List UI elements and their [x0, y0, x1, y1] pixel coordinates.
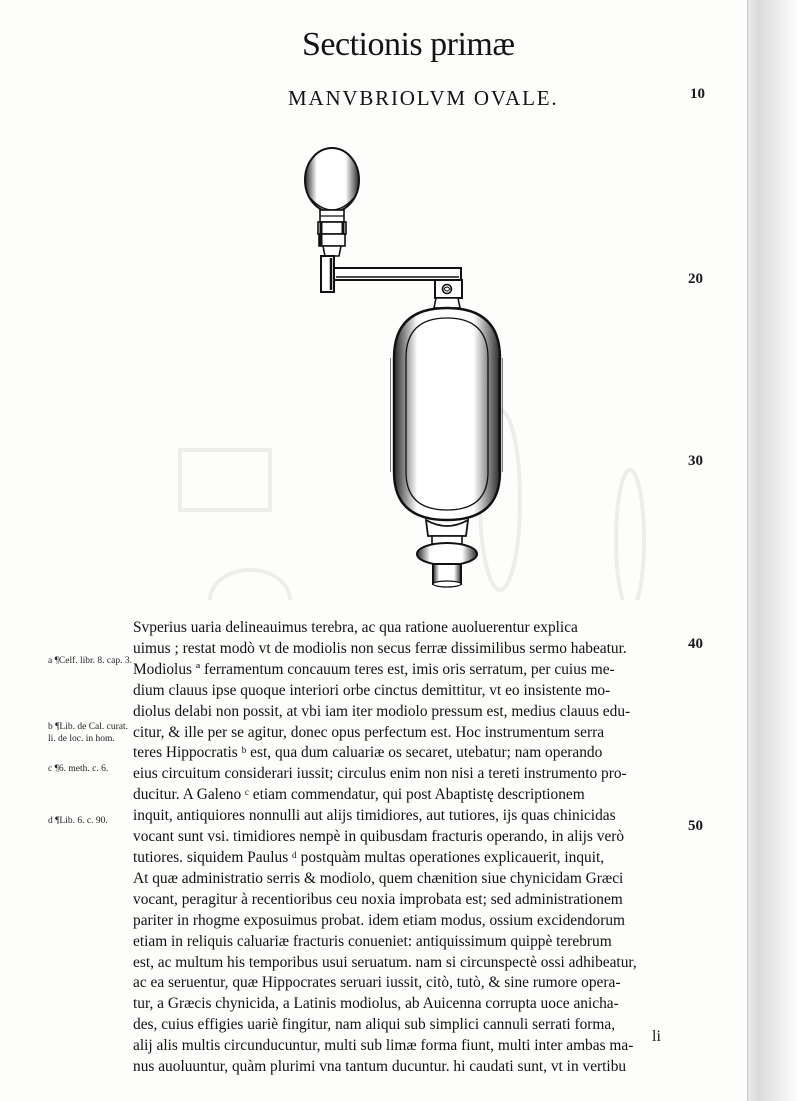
- running-head: Sectionis primæ: [302, 26, 515, 63]
- line-number-40: 40: [688, 636, 703, 652]
- body-line: dium clauus ipse quoque interiori orbe cinctus demittitur, vt eo insistente mo-: [133, 681, 611, 699]
- margin-note-text: ¶Lib. de Cal. curat. li. de loc. in hom.: [48, 722, 129, 744]
- margin-note-mark: b: [48, 722, 53, 732]
- book-spine-edge: [747, 0, 800, 1101]
- body-line: vocant, peragitur à recentioribus ceu noxia improbata est; sed administrationem: [133, 890, 623, 908]
- body-line: At quæ administratio serris & modiolo, quem chænition siue chynicidam Græci: [133, 869, 624, 887]
- oval-body: [394, 308, 500, 520]
- margin-note-mark: a: [48, 656, 53, 666]
- bottom-fittings: [417, 520, 477, 587]
- margin-note-mark: c: [48, 764, 53, 774]
- line-number-10: 10: [690, 86, 705, 102]
- trephine-handle-illustration: [290, 140, 520, 590]
- crank-arm: [321, 256, 462, 298]
- margin-note-mark: d: [48, 816, 53, 826]
- margin-note-c: [48, 764, 132, 776]
- body-line: tur, a Græcis chynicida, a Latinis modiolus, ab Auicenna corrupta uoce anicha-: [133, 995, 619, 1013]
- line-number-30: 30: [688, 453, 703, 469]
- body-text: [133, 618, 685, 1078]
- margin-note-text: ¶Celf. libr. 8. cap. 3.: [54, 656, 132, 666]
- body-line: citur, & ille per se agitur, donec opus perfectum est. Hoc instrumentum serra: [133, 723, 605, 741]
- body-line: Svperius uaria delineauimus terebra, ac qua ratione auoluerentur explica: [133, 619, 578, 636]
- line-number-50: 50: [688, 818, 703, 834]
- body-line: inquit, antiquiores nonnulli aut alijs timidiores, aut tutiores, ijs quas chinicidas: [133, 807, 616, 825]
- margin-note-text: ¶6. meth. c. 6.: [54, 764, 109, 774]
- handle-knob: [305, 148, 359, 256]
- body-line: pariter in rhogme exposuimus probat. idem etiam modus, ossium excidendorum: [133, 911, 625, 929]
- margin-note-b: [48, 722, 132, 745]
- plate-caption: MANVBRIOLVM OVALE.: [288, 86, 559, 110]
- body-line: est, ac multum his temporibus usui seruatum. nam si circunspectè ossi adhibeatur,: [133, 953, 637, 971]
- body-line: Modiolus ª ferramentum concauum teres est, imis oris serratum, per cuius me-: [133, 660, 615, 678]
- body-line: uimus ; restat modò vt de modiolis non secus ferræ dissimilibus sermo habeatur.: [133, 639, 627, 657]
- top-collar: [434, 298, 460, 308]
- body-line: diolus delabi non possit, at vbi iam iter modiolo pressum est, medius clauus edu-: [133, 702, 631, 720]
- body-line: nus auoluuntur, quàm plurimi vna tantum ducuntur. hi caudati sunt, vt in vertibu: [133, 1058, 627, 1076]
- line-number-20: 20: [688, 271, 703, 287]
- body-line: eius circuitum considerari iussit; circulus enim non nisi a tereti instrumento pro-: [133, 765, 627, 783]
- margin-note-a: [48, 656, 132, 668]
- body-line: ducitur. A Galeno ᶜ etiam commendatur, qui post Abaptistę descriptionem: [133, 786, 585, 804]
- body-line: etiam in reliquis caluariæ fracturis conueniet: antiquissimum quippè terebrum: [133, 932, 612, 950]
- body-line: tutiores. siquidem Paulus ᵈ postquàm multas operationes explicauerit, inquit,: [133, 848, 605, 866]
- body-line: vocant sunt vsi. timidiores nempè in quibusdam fracturis operando, in alijs verò: [133, 828, 625, 846]
- body-line: alij alis multis circunducuntur, multi sub limæ forma fiunt, multi inter ambas ma-: [133, 1037, 634, 1055]
- body-line: teres Hippocratis ᵇ est, qua dum caluariæ os secaret, utebatur; nam operando: [133, 744, 603, 762]
- signature-mark: li: [652, 1028, 661, 1045]
- margin-note-text: ¶Lib. 6. c. 90.: [55, 816, 108, 826]
- body-line: des, cuius effigies uariè fingitur, nam aliqui sub simplici cannuli serrati forma,: [133, 1016, 616, 1034]
- margin-note-d: [48, 816, 132, 828]
- body-line: ac ea seruentur, quæ Hippocrates seruari iussit, citò, tutò, & sine rumore opera-: [133, 974, 621, 992]
